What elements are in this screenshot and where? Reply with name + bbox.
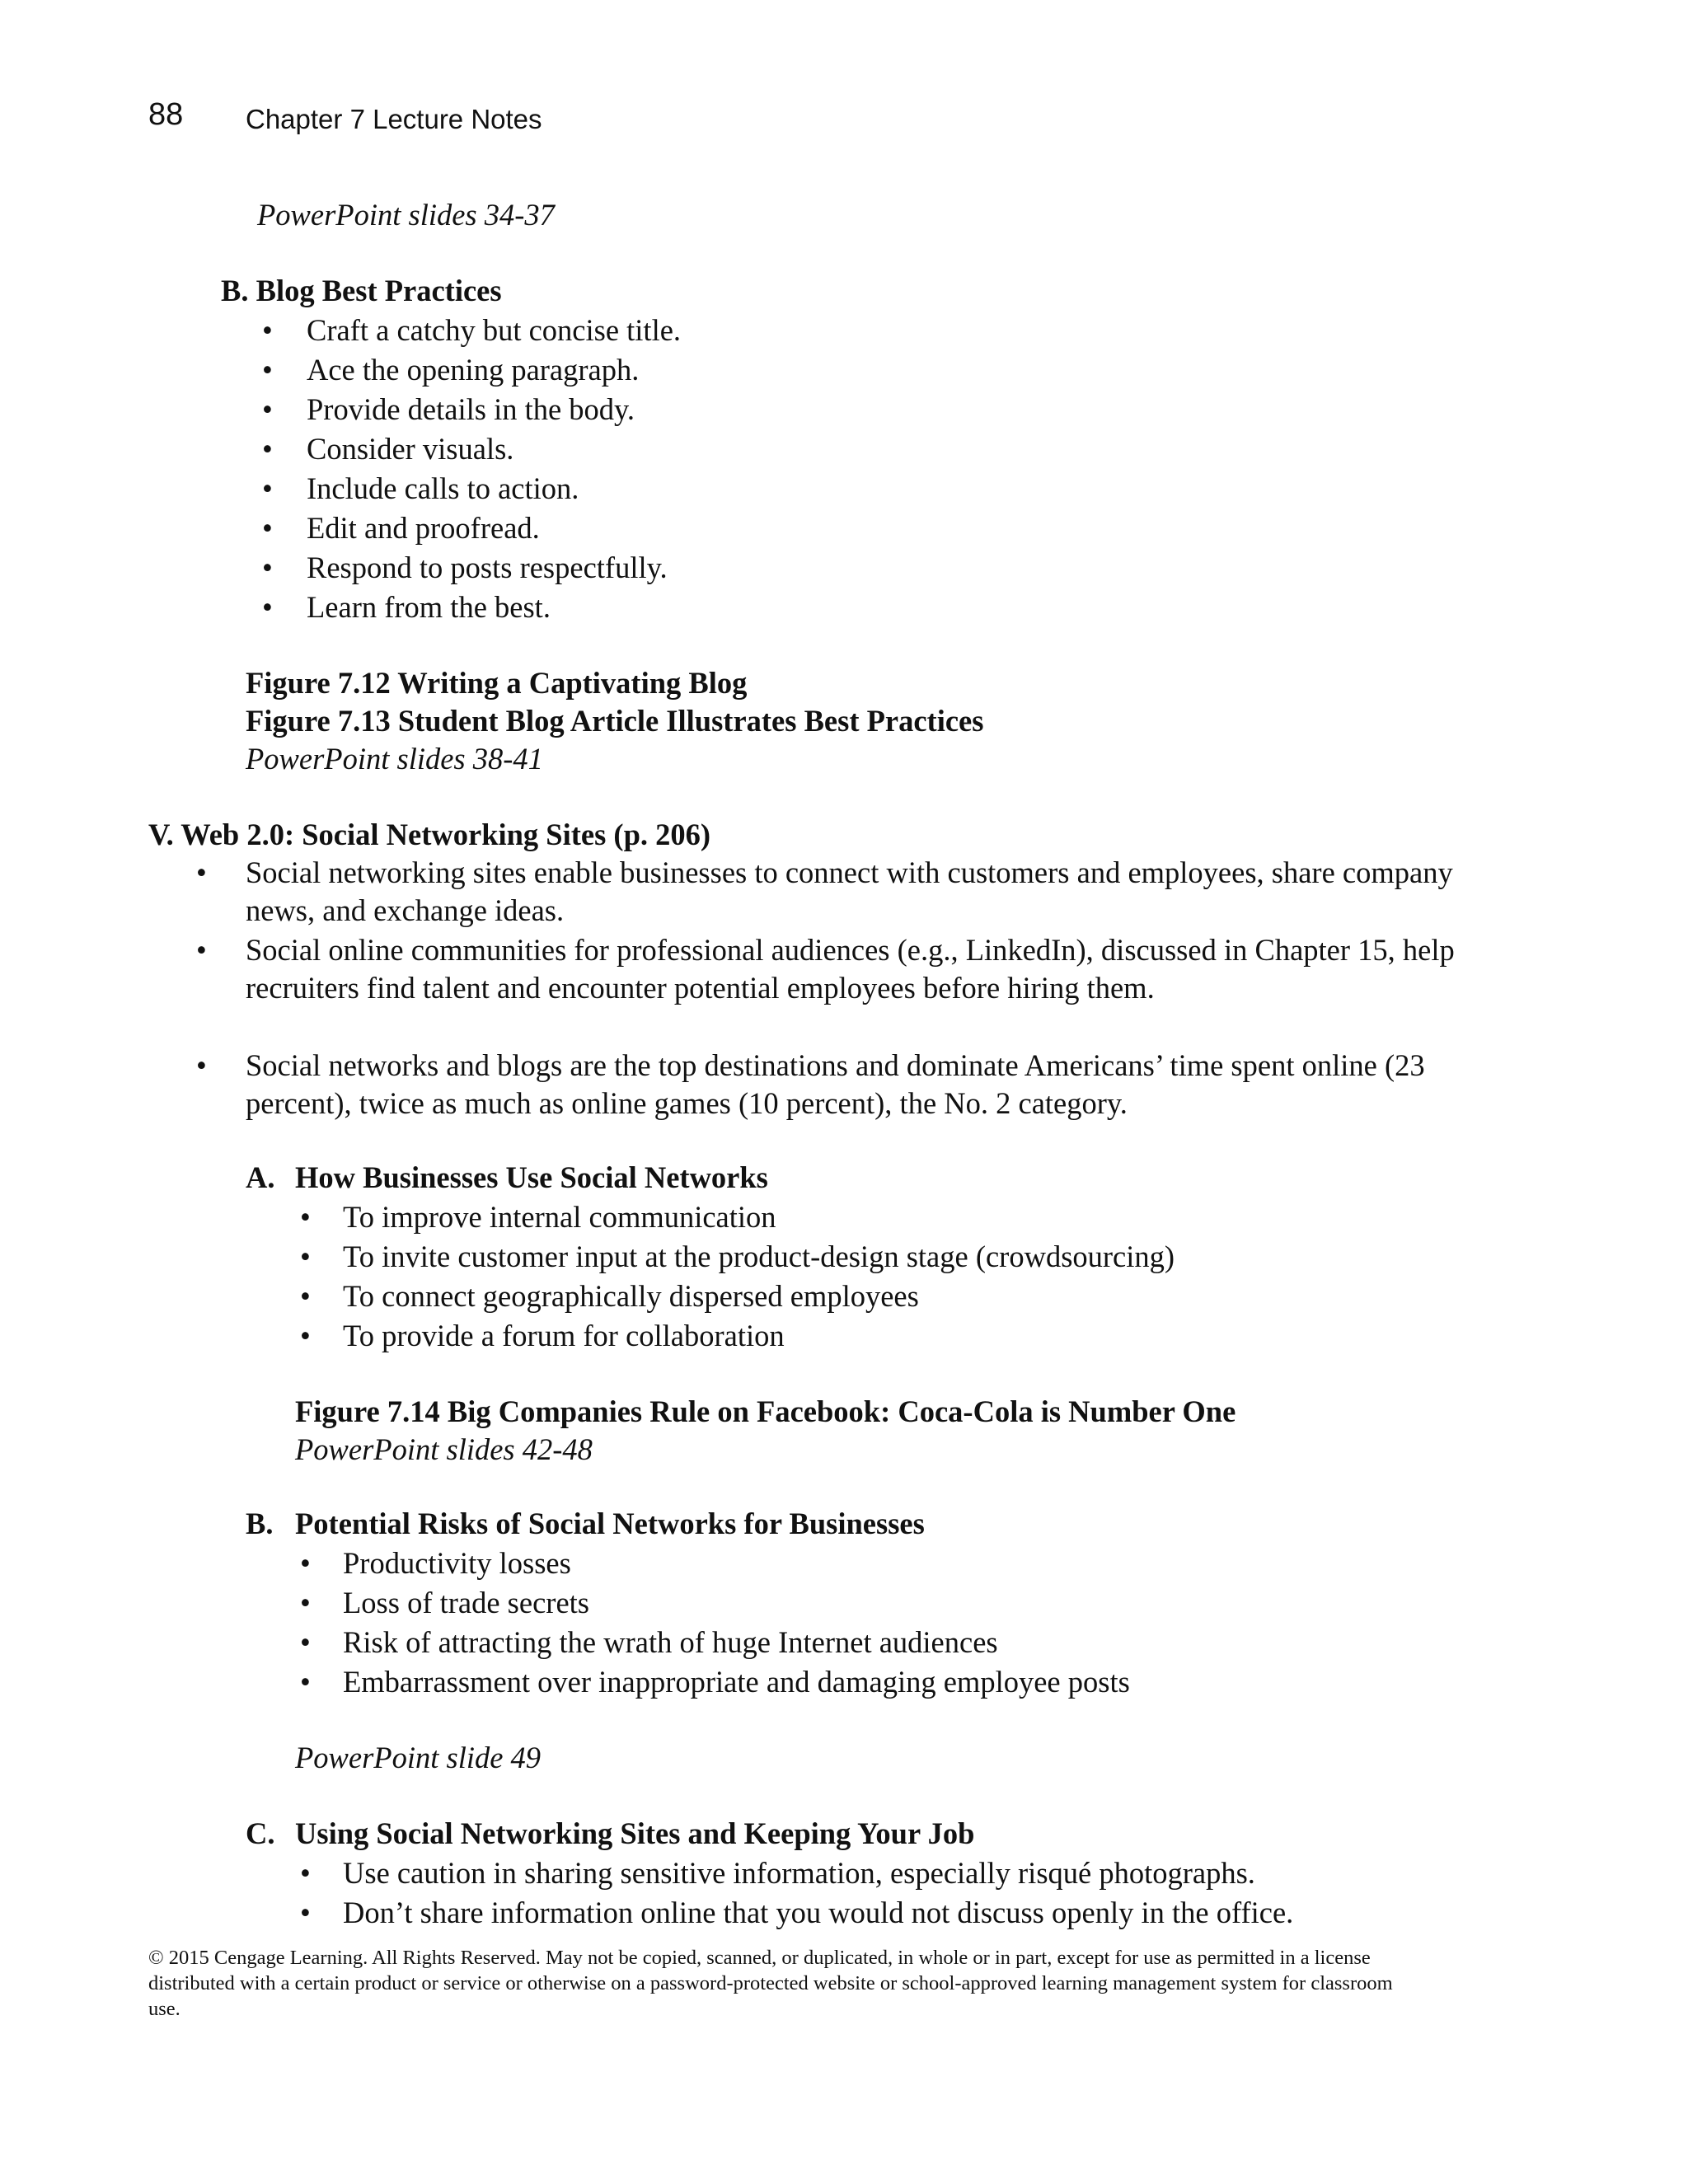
subsection-label: A. [246, 1160, 275, 1194]
slides-reference: PowerPoint slides 38-41 [246, 742, 543, 776]
subsection-heading: How Businesses Use Social Networks [295, 1160, 768, 1194]
bullet-icon: • [300, 1319, 311, 1352]
bullet-icon: • [196, 855, 207, 889]
bullet-icon: • [262, 590, 273, 624]
bullet-icon: • [300, 1546, 311, 1580]
figure-caption: Figure 7.13 Student Blog Article Illustrates Best Practices [246, 704, 984, 738]
copyright-footer: © 2015 Cengage Learning. All Rights Reserved. May not be copied, scanned, or duplicated, in whole or in part, except for use as permitted in a license distributed with a certain product or service or otherwise on a password-protected website or school-approved learning management system for classroom use. [148, 1947, 1393, 2020]
bullet-icon: • [262, 471, 273, 505]
subsection-label: C. [246, 1816, 275, 1850]
bullet-icon: • [262, 392, 273, 426]
bullet-icon: • [300, 1200, 311, 1234]
bullet-icon: • [196, 933, 207, 967]
slides-reference: PowerPoint slides 34-37 [257, 198, 555, 232]
bullet-icon: • [300, 1279, 311, 1313]
bullet-icon: • [262, 551, 273, 584]
bullet-icon: • [262, 353, 273, 387]
document-page: 88 Chapter 7 Lecture Notes PowerPoint slides 34-37 B. Blog Best Practices • Craft a catchy but concise title. • Ace the opening paragraph. • Provide details in the body. • Consider visuals. • Include calls to action. • Edit and proofread. • Respond to posts respectfully. • Learn from the best. Figure 7.12 Writing a Captivating Blog Figure 7.13 Student Blog Article Illustrates Best Practices PowerPoint slides 38-41 V. Web 2.0: Social Networking Sites (p. 206) • Social networking sites enable businesses to connect with customers and employees, share company news, and exchange ideas. • Social online communities for professional audiences (e.g., LinkedIn), discussed in Chapter 15, help recruiters find talent and encounter potential employees before hiring them. • Social networks and blogs are the top destinations and dominate Americans’ time spent online (23 percent), twice as much as online games (10 percent), the No. 2 category. A. How Businesses Use Social Networks • To improve internal communication • To invite customer input at the product-design stage (crowdsourcing) • To connect geographically dispersed employees • To provide a forum for collaboration Figure 7.14 Big Companies Rule on Facebook: Coca-Cola is Number One PowerPoint slides 42-48 B. Potential Risks of Social Networks for Businesses • Productivity losses • Loss of trade secrets • Risk of attracting the wrath of huge Internet audiences • Embarrassment over inappropriate and damaging employee posts PowerPoint slide 49 C. Using Social Networking Sites and Keeping Your Job • Use caution in sharing sensitive information, especially risqué photographs. • Don’t share information online that you would not discuss openly in the office. © 2015 Cengage Learning. All Rights Reserved. May not be copied, scanned, or duplicated, in whole or in part, except for use as permitted in a license distributed with a certain product or service or otherwise on a password-protected website or school-approved learning management system for classroom use. [148, 97, 1455, 2020]
bullet-icon: • [300, 1856, 311, 1890]
subsection-label: B. [246, 1507, 274, 1540]
bullet-icon: • [300, 1240, 311, 1273]
section-heading: B. Blog Best Practices [221, 274, 502, 307]
page-number: 88 [148, 97, 184, 132]
section-heading: V. Web 2.0: Social Networking Sites (p. 206) [148, 818, 711, 851]
figure-caption: Figure 7.12 Writing a Captivating Blog [246, 666, 748, 700]
subsection-heading: Potential Risks of Social Networks for Businesses [295, 1507, 925, 1540]
subsection-heading: Using Social Networking Sites and Keeping Your Job [295, 1816, 975, 1850]
bullet-icon: • [300, 1665, 311, 1699]
bullet-icon: • [262, 313, 273, 347]
bullet-icon: • [300, 1896, 311, 1929]
bullet-icon: • [196, 1048, 207, 1082]
bullet-icon: • [262, 432, 273, 466]
bullet-icon: • [300, 1586, 311, 1619]
chapter-title: Chapter 7 Lecture Notes [246, 104, 542, 134]
slides-reference: PowerPoint slide 49 [295, 1741, 542, 1774]
slides-reference: PowerPoint slides 42-48 [295, 1432, 593, 1466]
figure-caption: Figure 7.14 Big Companies Rule on Facebook: Coca-Cola is Number One [295, 1394, 1236, 1428]
bullet-icon: • [300, 1625, 311, 1659]
bullet-icon: • [262, 511, 273, 545]
